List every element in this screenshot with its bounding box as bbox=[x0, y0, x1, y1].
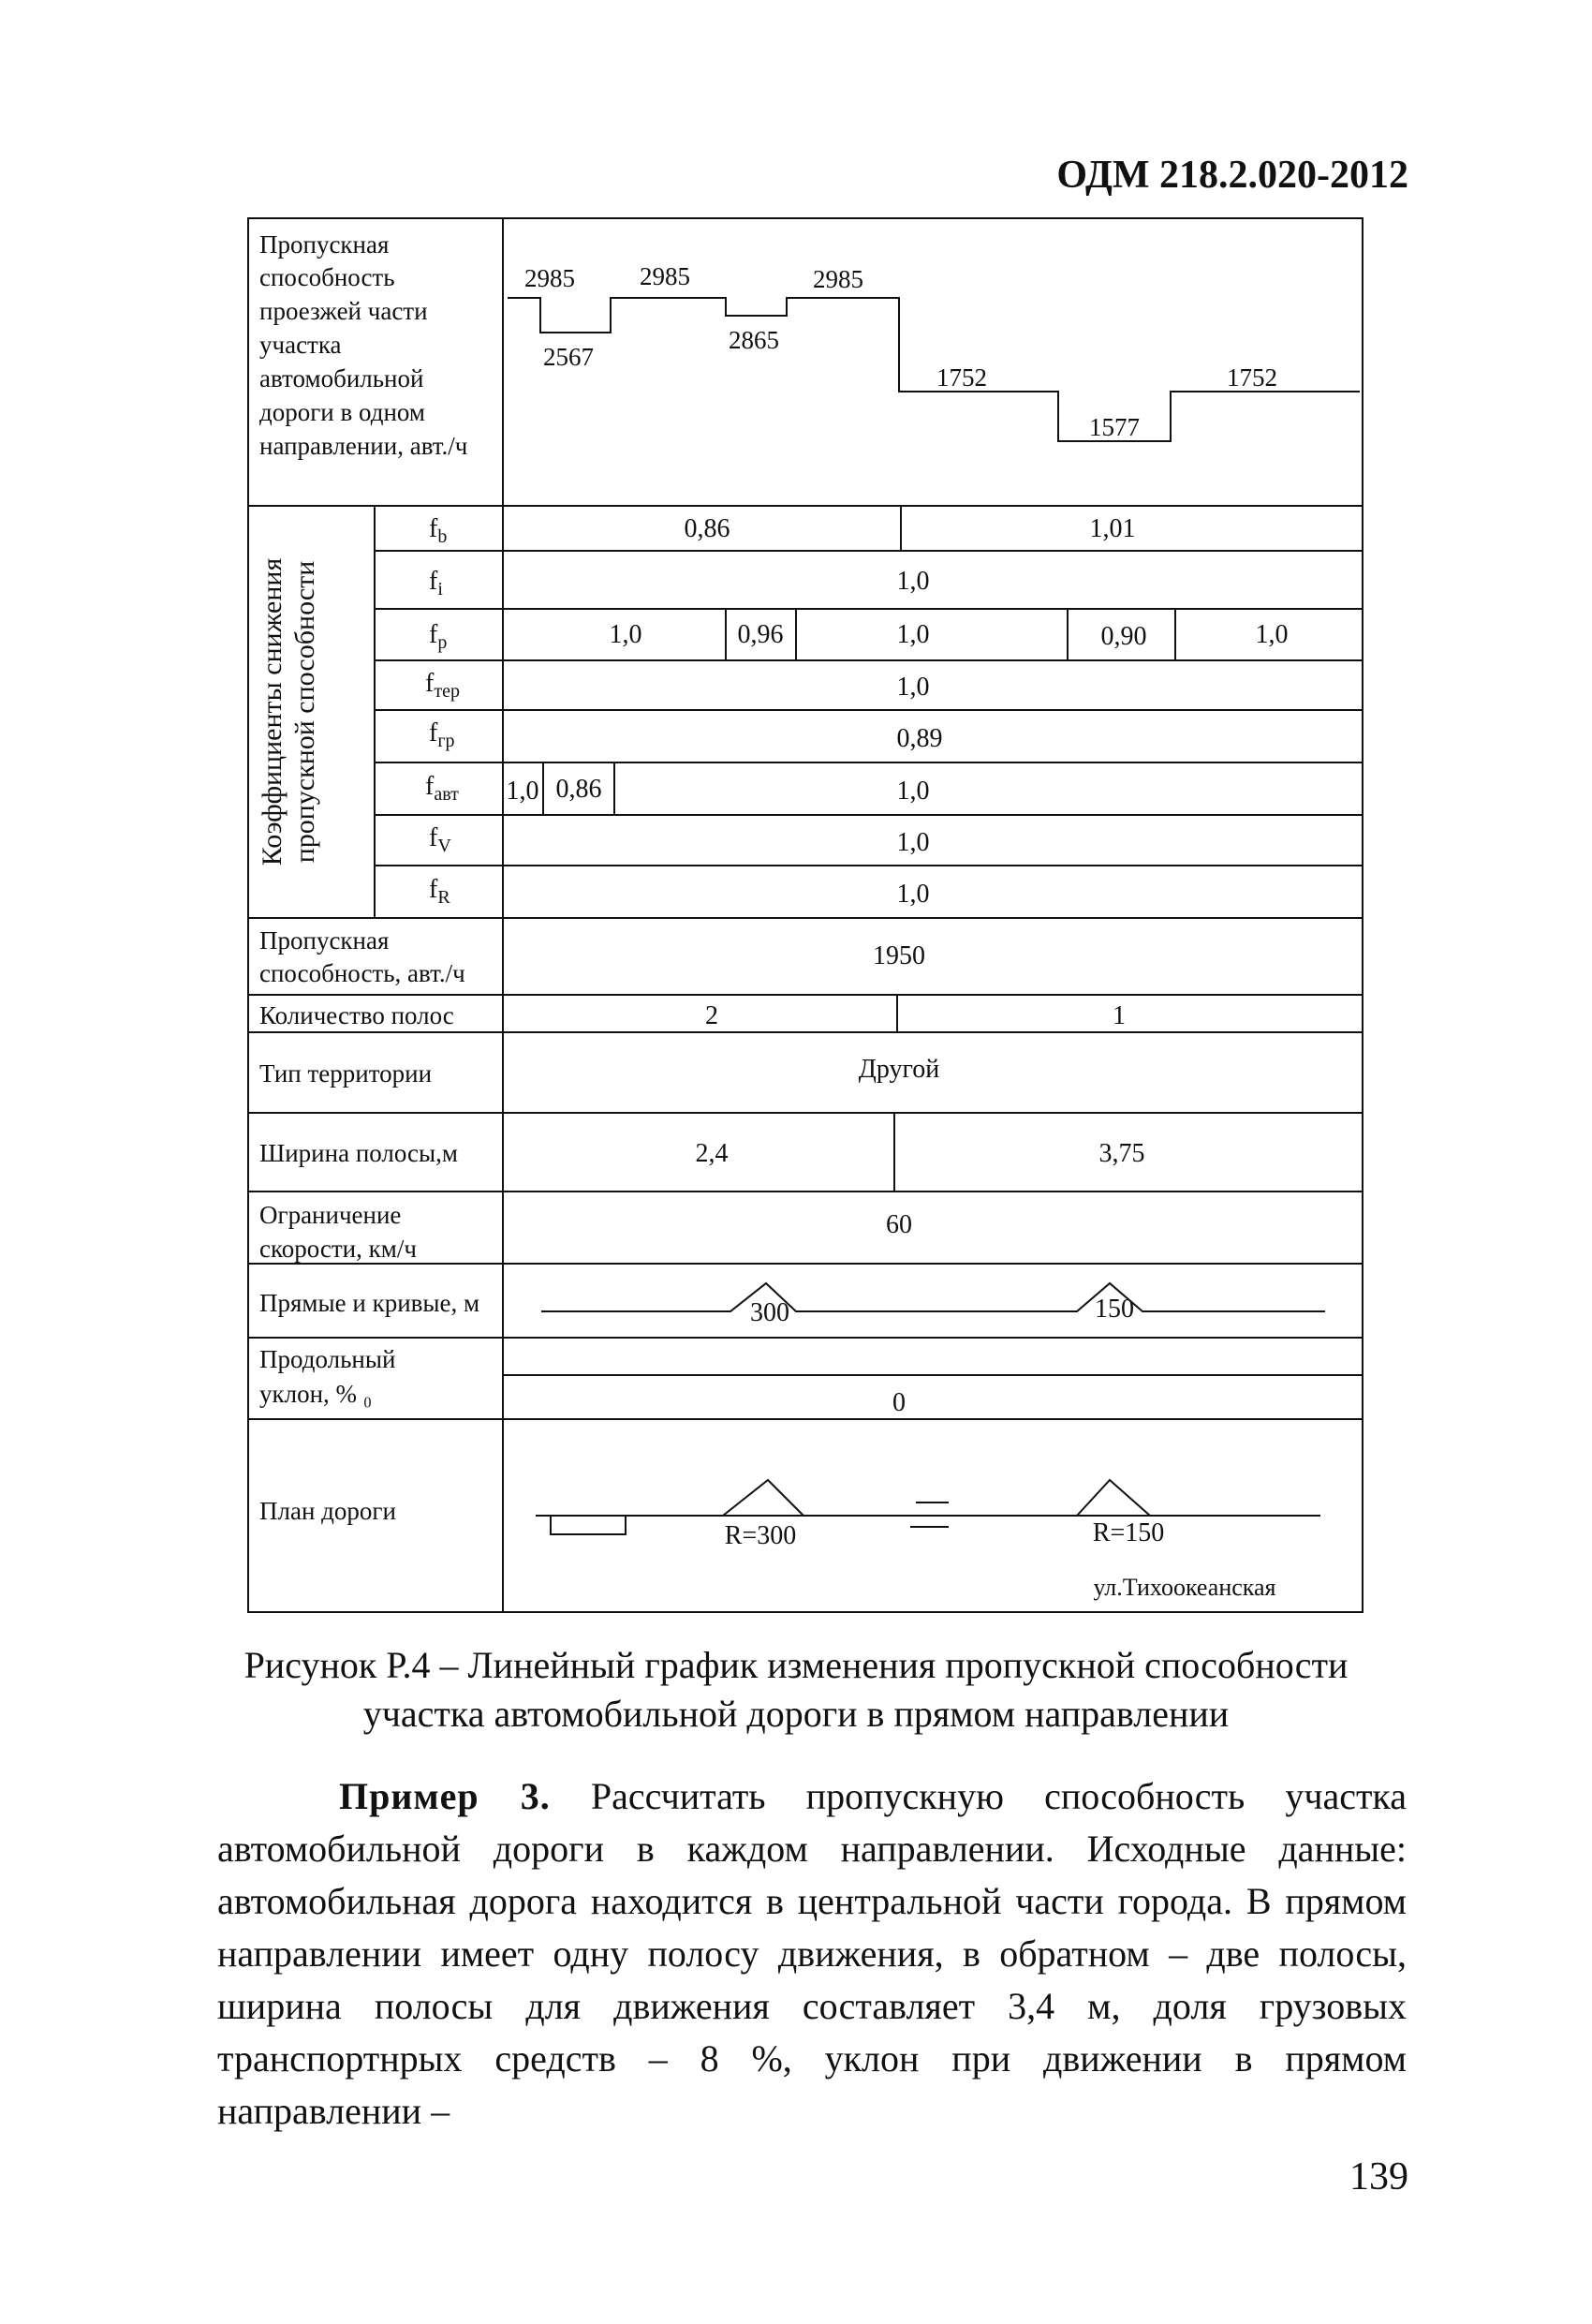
speed-limit-value: 60 bbox=[886, 1210, 912, 1239]
svg-text:0,86: 0,86 bbox=[684, 514, 730, 543]
lanes-row-label: Количество полос bbox=[259, 1001, 454, 1029]
svg-text:1,01: 1,01 bbox=[1089, 514, 1136, 543]
coefficient-values bbox=[507, 514, 1289, 909]
svg-text:1,0: 1,0 bbox=[896, 673, 930, 702]
svg-text:1,0: 1,0 bbox=[896, 620, 930, 649]
svg-text:1,0: 1,0 bbox=[896, 567, 930, 596]
svg-text:1,0: 1,0 bbox=[609, 620, 642, 649]
svg-text:1752: 1752 bbox=[1227, 363, 1277, 392]
svg-text:2985: 2985 bbox=[524, 264, 575, 292]
svg-text:пропускной способности: пропускной способности bbox=[289, 560, 320, 864]
svg-text:0,86: 0,86 bbox=[555, 775, 602, 804]
svg-text:1,0: 1,0 bbox=[896, 777, 930, 806]
paragraph-line-4: направлении имеет одну полосу движения, в обратном – две полосы, bbox=[217, 1932, 1407, 1975]
lane-width-value-2: 3,75 bbox=[1098, 1139, 1145, 1168]
street-label: ул.Тихоокеанская bbox=[1093, 1574, 1276, 1601]
grade-row-label: Продольный уклон, % ₀ bbox=[259, 1345, 396, 1408]
coef-fgr: $f_{гр}$ bbox=[429, 718, 455, 751]
lane-width-row-label: Ширина полосы,м bbox=[259, 1139, 459, 1167]
curve-value-1: 300 bbox=[750, 1298, 789, 1327]
svg-text:1,0: 1,0 bbox=[506, 777, 539, 806]
territory-value: Другой bbox=[858, 1055, 940, 1084]
caption-line-1: Рисунок Р.4 – Линейный график изменения пропускной способности bbox=[243, 1644, 1349, 1686]
paragraph-line-3: автомобильная дорога находится в центральной части города. В прямом bbox=[217, 1880, 1407, 1922]
figure-caption bbox=[140, 1641, 1452, 1739]
coef-fr: $f_R$ bbox=[429, 875, 450, 908]
paragraph-line-6: транспортнрых средств – 8 %, уклон при движении в прямом направлении – bbox=[217, 2037, 1407, 2132]
example-paragraph bbox=[217, 1770, 1407, 2138]
svg-text:2865: 2865 bbox=[729, 326, 779, 354]
territory-row-label: Тип территории bbox=[259, 1059, 433, 1088]
capacity-section-label: Пропускная способность проезжей части участка автомобильной дороги в одном направлении, авт./ч bbox=[259, 230, 468, 460]
svg-text:1,0: 1,0 bbox=[896, 880, 930, 909]
page-number: 139 bbox=[1349, 2155, 1408, 2198]
road-plan-row-label: План дороги bbox=[259, 1497, 396, 1525]
svg-text:0,89: 0,89 bbox=[896, 724, 943, 753]
lane-width-value-1: 2,4 bbox=[695, 1139, 729, 1168]
svg-text:1752: 1752 bbox=[936, 363, 987, 392]
coef-fi: $f_i$ bbox=[429, 567, 443, 600]
capacity-values bbox=[524, 262, 1277, 441]
capacity-row-label: Пропускная способность, авт./ч bbox=[259, 926, 465, 987]
svg-text:2985: 2985 bbox=[640, 262, 690, 290]
svg-text:0,90: 0,90 bbox=[1100, 622, 1147, 651]
coef-fp: $f_p$ bbox=[429, 620, 448, 653]
paragraph-line-2: автомобильной дороги в каждом направлении. Исходные данные: bbox=[217, 1828, 1407, 1870]
radius-label-1: R=300 bbox=[724, 1521, 797, 1550]
svg-text:2567: 2567 bbox=[543, 343, 594, 371]
example-heading: Пример 3. bbox=[339, 1775, 551, 1817]
svg-text:0,96: 0,96 bbox=[737, 620, 784, 649]
coef-favt: $f_{авт}$ bbox=[425, 772, 459, 805]
capacity-value: 1950 bbox=[873, 941, 925, 970]
coefficients-group-label bbox=[257, 558, 320, 866]
svg-text:1,0: 1,0 bbox=[896, 828, 930, 857]
curves-line bbox=[541, 1283, 1325, 1311]
paragraph-line-5: ширина полосы для движения составляет 3,4 м, доля грузовых bbox=[217, 1985, 1407, 2027]
coef-fb: $f_b$ bbox=[429, 514, 448, 547]
radius-label-2: R=150 bbox=[1092, 1518, 1165, 1547]
paragraph-line-1: Пример 3. Рассчитать пропускную способность участка bbox=[339, 1775, 1408, 1817]
curves-row-label: Прямые и кривые, м bbox=[259, 1289, 480, 1317]
table-frame bbox=[248, 218, 1363, 1612]
coef-fter: $f_{тер}$ bbox=[425, 669, 460, 702]
coef-fv: $f_V$ bbox=[429, 823, 451, 856]
lanes-value-1: 2 bbox=[705, 1001, 718, 1030]
svg-text:1,0: 1,0 bbox=[1255, 620, 1289, 649]
caption-line-2: участка автомобильной дороги в прямом направлении bbox=[362, 1693, 1230, 1735]
svg-text:Коэффициенты снижения: Коэффициенты снижения bbox=[257, 557, 287, 866]
lanes-value-2: 1 bbox=[1113, 1001, 1126, 1030]
document-code: ОДМ 218.2.020-2012 bbox=[1056, 154, 1408, 197]
speed-limit-row-label: Ограничение скорости, км/ч bbox=[259, 1201, 417, 1263]
svg-text:2985: 2985 bbox=[813, 265, 863, 293]
grade-value: 0 bbox=[892, 1388, 906, 1417]
curve-value-2: 150 bbox=[1095, 1295, 1134, 1324]
svg-text:1577: 1577 bbox=[1089, 413, 1140, 441]
